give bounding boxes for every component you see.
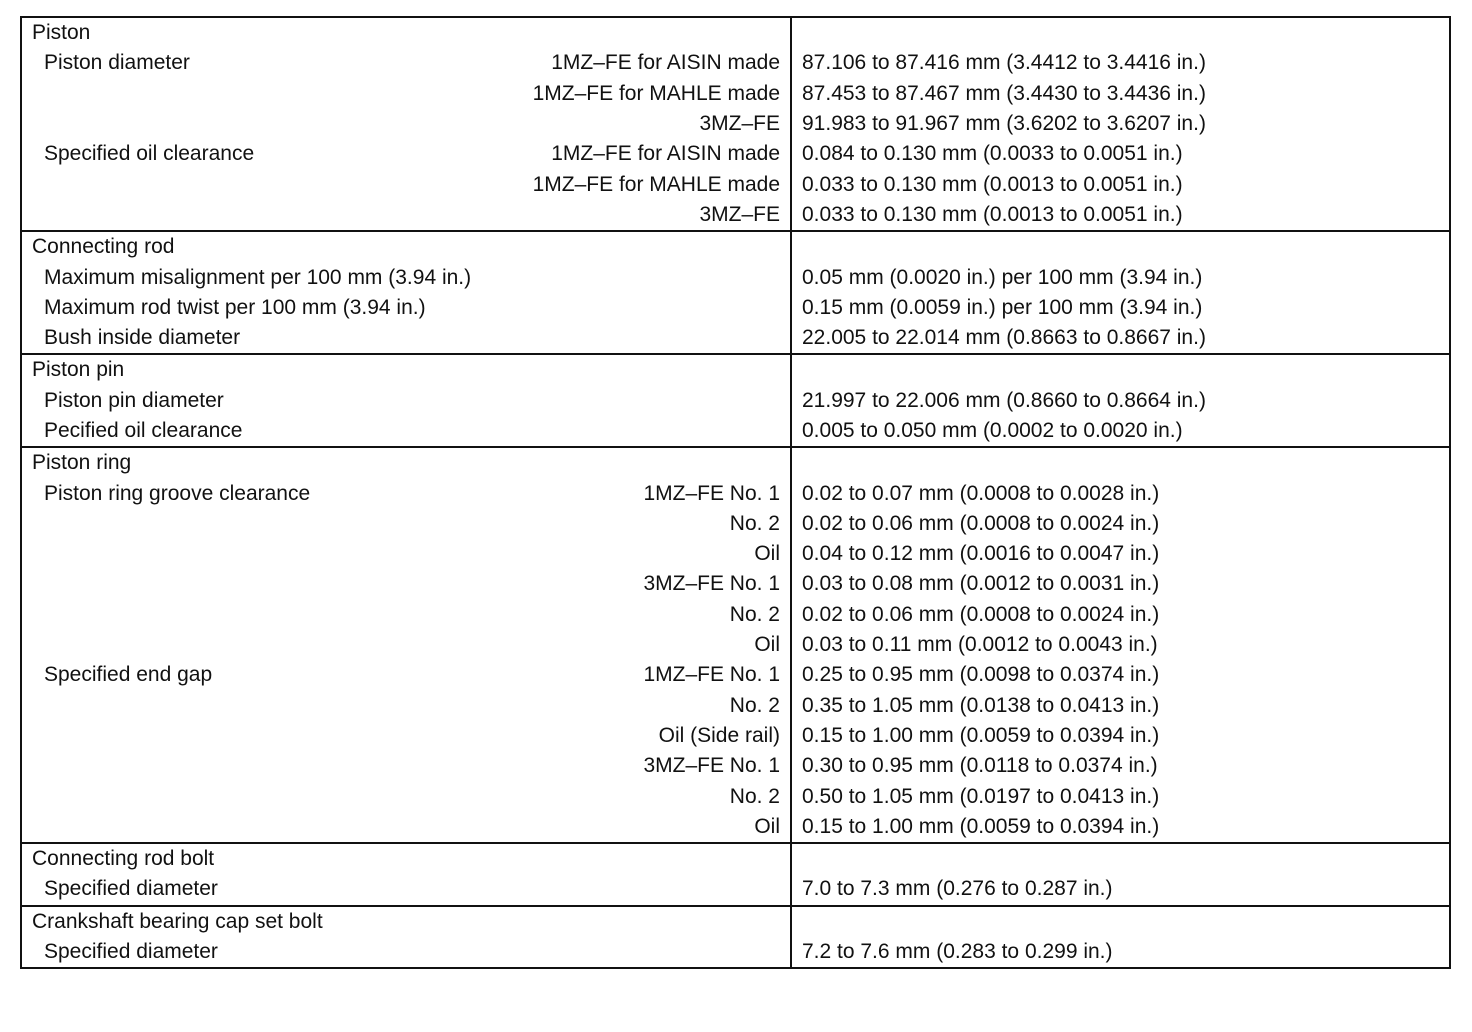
spec-value: 0.033 to 0.130 mm (0.0013 to 0.0051 in.) [802, 172, 1183, 196]
blank-cell [792, 232, 1449, 262]
spec-value-row [792, 539, 1449, 569]
spec-value-row [792, 262, 1449, 292]
spec-row [22, 416, 790, 446]
spec-qualifier: Oil (Side rail) [658, 723, 780, 747]
spec-value-row [792, 812, 1449, 842]
spec-value-row [792, 293, 1449, 323]
spec-value: 0.084 to 0.130 mm (0.0033 to 0.0051 in.) [802, 142, 1183, 166]
spec-value: 0.30 to 0.95 mm (0.0118 to 0.0374 in.) [802, 754, 1158, 778]
section-title-row [22, 448, 790, 478]
spec-value-row [792, 751, 1449, 781]
spec-value: 0.04 to 0.12 mm (0.0016 to 0.0047 in.) [802, 542, 1160, 566]
section-title: Crankshaft bearing cap set bolt [32, 909, 323, 933]
spec-value: 0.03 to 0.11 mm (0.0012 to 0.0043 in.) [802, 633, 1158, 657]
spec-value-row [792, 660, 1449, 690]
spec-section [22, 907, 1449, 968]
spec-value-row [792, 386, 1449, 416]
section-title-row [22, 844, 790, 874]
spec-value: 0.02 to 0.06 mm (0.0008 to 0.0024 in.) [802, 602, 1160, 626]
spec-value-row [792, 323, 1449, 353]
blank-cell [792, 355, 1449, 385]
spec-row [22, 169, 790, 199]
spec-value: 22.005 to 22.014 mm (0.8663 to 0.8667 in.) [802, 326, 1206, 350]
section-title-row [22, 907, 790, 937]
spec-qualifier: No. 2 [729, 511, 780, 535]
spec-value: 0.15 to 1.00 mm (0.0059 to 0.0394 in.) [802, 723, 1160, 747]
spec-row [22, 781, 790, 811]
section-left-column [22, 907, 792, 968]
spec-value: 0.50 to 1.05 mm (0.0197 to 0.0413 in.) [802, 784, 1160, 808]
spec-qualifier: No. 2 [729, 784, 780, 808]
spec-row [22, 262, 790, 292]
spec-row [22, 600, 790, 630]
spec-value-row [792, 937, 1449, 967]
spec-value-row [792, 569, 1449, 599]
spec-qualifier: 1MZ–FE for AISIN made [551, 142, 780, 166]
spec-value: 87.453 to 87.467 mm (3.4430 to 3.4436 in.) [802, 81, 1206, 105]
spec-row [22, 109, 790, 139]
spec-row [22, 386, 790, 416]
spec-row [22, 293, 790, 323]
section-left-column [22, 18, 792, 230]
spec-value-row [792, 781, 1449, 811]
spec-value: 0.35 to 1.05 mm (0.0138 to 0.0413 in.) [802, 693, 1160, 717]
spec-label: Maximum rod twist per 100 mm (3.94 in.) [44, 295, 426, 319]
section-title: Connecting rod bolt [32, 847, 215, 871]
section-title-row [22, 18, 790, 48]
spec-value: 0.15 mm (0.0059 in.) per 100 mm (3.94 in.) [802, 295, 1203, 319]
blank-cell [792, 844, 1449, 874]
section-title: Piston [32, 21, 91, 45]
spec-row [22, 48, 790, 78]
spec-value: 87.106 to 87.416 mm (3.4412 to 3.4416 in.) [802, 51, 1206, 75]
section-right-column [792, 907, 1449, 968]
spec-section [22, 232, 1449, 355]
spec-value: 0.033 to 0.130 mm (0.0013 to 0.0051 in.) [802, 202, 1183, 226]
spec-row [22, 630, 790, 660]
spec-qualifier: No. 2 [729, 602, 780, 626]
spec-row [22, 691, 790, 721]
section-right-column [792, 355, 1449, 446]
spec-row [22, 937, 790, 967]
spec-row [22, 812, 790, 842]
spec-value: 21.997 to 22.006 mm (0.8660 to 0.8664 in.) [802, 388, 1206, 412]
section-right-column [792, 844, 1449, 905]
blank-cell [792, 448, 1449, 478]
spec-qualifier: 3MZ–FE No. 1 [643, 754, 780, 778]
spec-label: Specified oil clearance [44, 142, 255, 166]
spec-row [22, 539, 790, 569]
blank-cell [792, 907, 1449, 937]
spec-value-row [792, 630, 1449, 660]
spec-value: 0.02 to 0.07 mm (0.0008 to 0.0028 in.) [802, 481, 1160, 505]
spec-qualifier: 3MZ–FE No. 1 [643, 572, 780, 596]
spec-qualifier: 3MZ–FE [699, 202, 780, 226]
spec-value-row [792, 509, 1449, 539]
section-title: Piston pin [32, 358, 125, 382]
spec-row [22, 569, 790, 599]
spec-label: Piston ring groove clearance [44, 481, 311, 505]
section-right-column [792, 232, 1449, 353]
section-title: Connecting rod [32, 235, 175, 259]
section-title-row [22, 232, 790, 262]
spec-value: 0.25 to 0.95 mm (0.0098 to 0.0374 in.) [802, 663, 1160, 687]
section-left-column [22, 844, 792, 905]
blank-cell [792, 18, 1449, 48]
spec-value: 7.0 to 7.3 mm (0.276 to 0.287 in.) [802, 877, 1113, 901]
spec-section [22, 18, 1449, 232]
spec-value-row [792, 200, 1449, 230]
section-title-row [22, 355, 790, 385]
spec-row [22, 478, 790, 508]
spec-value: 0.05 mm (0.0020 in.) per 100 mm (3.94 in.) [802, 265, 1203, 289]
spec-qualifier: 3MZ–FE [699, 112, 780, 136]
section-right-column [792, 448, 1449, 842]
spec-qualifier: No. 2 [729, 693, 780, 717]
spec-qualifier: Oil [754, 814, 780, 838]
section-left-column [22, 448, 792, 842]
spec-qualifier: Oil [754, 542, 780, 566]
spec-value: 0.005 to 0.050 mm (0.0002 to 0.0020 in.) [802, 419, 1183, 442]
spec-value-row [792, 600, 1449, 630]
spec-value: 0.02 to 0.06 mm (0.0008 to 0.0024 in.) [802, 511, 1160, 535]
spec-section [22, 355, 1449, 448]
spec-label: Specified diameter [44, 877, 218, 901]
spec-value: 0.15 to 1.00 mm (0.0059 to 0.0394 in.) [802, 814, 1160, 838]
spec-section [22, 844, 1449, 907]
spec-value-row [792, 169, 1449, 199]
spec-value-row [792, 874, 1449, 904]
section-left-column [22, 355, 792, 446]
section-title: Piston ring [32, 451, 132, 475]
spec-value-row [792, 721, 1449, 751]
section-left-column [22, 232, 792, 353]
spec-row [22, 874, 790, 904]
spec-label: Piston diameter [44, 51, 190, 75]
spec-qualifier: 1MZ–FE for MAHLE made [532, 81, 780, 105]
spec-row [22, 721, 790, 751]
spec-qualifier: 1MZ–FE No. 1 [643, 481, 780, 505]
spec-value-row [792, 416, 1449, 446]
spec-value-row [792, 691, 1449, 721]
spec-table [20, 16, 1451, 969]
spec-label: Piston pin diameter [44, 388, 224, 412]
spec-section [22, 448, 1449, 844]
spec-qualifier: 1MZ–FE No. 1 [643, 663, 780, 687]
spec-label: Pecified oil clearance [44, 419, 243, 442]
spec-label: Bush inside diameter [44, 326, 241, 350]
spec-value: 0.03 to 0.08 mm (0.0012 to 0.0031 in.) [802, 572, 1160, 596]
spec-row [22, 323, 790, 353]
spec-value-row [792, 109, 1449, 139]
spec-value: 91.983 to 91.967 mm (3.6202 to 3.6207 in.) [802, 112, 1206, 136]
spec-row [22, 139, 790, 169]
spec-row [22, 751, 790, 781]
spec-row [22, 660, 790, 690]
spec-qualifier: 1MZ–FE for AISIN made [551, 51, 780, 75]
spec-label: Maximum misalignment per 100 mm (3.94 in.) [44, 265, 472, 289]
spec-value-row [792, 478, 1449, 508]
spec-row [22, 200, 790, 230]
spec-row [22, 509, 790, 539]
spec-qualifier: Oil [754, 633, 780, 657]
spec-value-row [792, 79, 1449, 109]
spec-value: 7.2 to 7.6 mm (0.283 to 0.299 in.) [802, 940, 1113, 964]
spec-qualifier: 1MZ–FE for MAHLE made [532, 172, 780, 196]
spec-label: Specified diameter [44, 940, 218, 964]
spec-value-row [792, 48, 1449, 78]
spec-label: Specified end gap [44, 663, 213, 687]
spec-row [22, 79, 790, 109]
section-right-column [792, 18, 1449, 230]
spec-value-row [792, 139, 1449, 169]
